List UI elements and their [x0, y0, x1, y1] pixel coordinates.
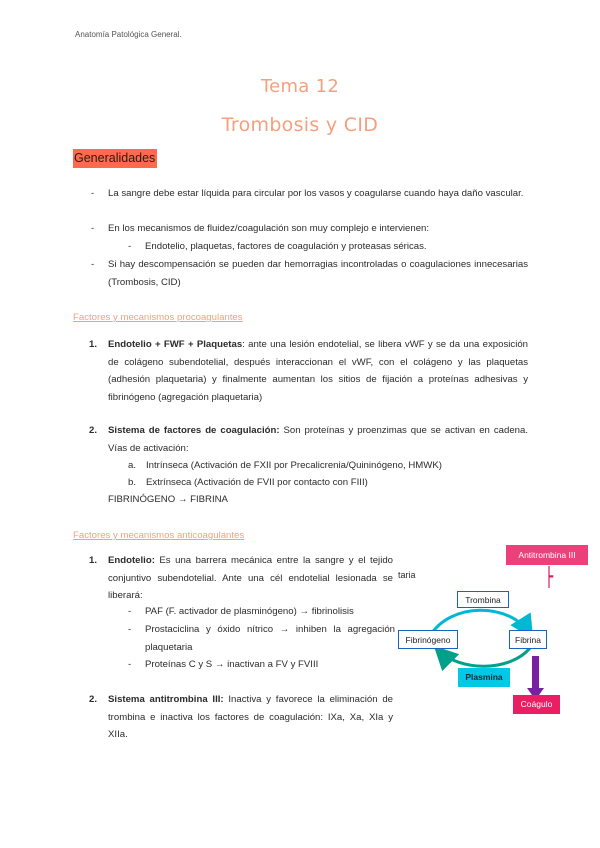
procoag-item1-title: Endotelio + FWF + Plaquetas [108, 339, 243, 350]
anticoag-item2-number: 2. [89, 694, 98, 705]
procoag-item1-number: 1. [89, 339, 98, 350]
title-subject: Trombosis y CID [221, 114, 379, 136]
coagulo-node: Coágulo [513, 695, 560, 714]
procoag-item1 [108, 336, 528, 406]
general-bullet-2: - En los mecanismos de fluidez/coagulación son muy complejo e intervienen: [108, 220, 528, 238]
antitrombina-node: Antitrombina III [506, 545, 588, 565]
general-bullet-1: - La sangre debe estar líquida para circular por los vasos y coagularse cuando haya daño vascular. [108, 185, 528, 203]
anticoag-item1-number: 1. [89, 555, 98, 566]
anticoag-item2-title: Sistema antitrombina III: [108, 694, 224, 705]
anticoag-heading: Factores y mecanismos anticoagulantes [73, 530, 245, 541]
procoag-result: FIBRINÓGENO → FIBRINA [108, 494, 228, 505]
procoag-item2 [108, 422, 528, 457]
procoag-item2-b: Extrínseca (Activación de FVII por contacto con FIII) [146, 477, 368, 488]
title-topic: Tema 12 [260, 76, 340, 97]
fibrinogeno-node: Fibrinógeno [398, 630, 458, 649]
procoag-item2-title: Sistema de factores de coagulación: [108, 425, 280, 436]
procoag-item2-a-letter: a. [128, 460, 137, 471]
trombina-node: Trombina [457, 591, 509, 608]
section-general-heading: Generalidades [73, 149, 157, 168]
general-bullet-3: - Si hay descompensación se pueden dar hemorragias incontroladas o coagulaciones innecesarias (Trombosis, CID) [108, 256, 528, 291]
procoag-item1-text: : ante una lesión endotelial, se libera vWF y se da una exposición de colágeno subendotelial, después interaccionan el vWF, con el colágeno y las plaquetas (adhesión plaquetaria) y finalmente aumentan los sitios de fijación a proteínas adhesivas y fibrinógeno (agregación plaquetaria) [108, 339, 528, 403]
fibrina-node: Fibrina [509, 630, 547, 649]
header-note: Anatomía Patológica General. [75, 30, 182, 39]
procoag-item2-number: 2. [89, 425, 98, 436]
procoag-item2-b-letter: b. [128, 477, 137, 488]
anticoag-sub-3: - Proteínas C y S → inactivan a FV y FVIII [145, 656, 395, 674]
anticoag-item2-text: Inactiva y favorece la eliminación de trombina e inactiva los factores de coagulación: IXa, Xa, XIa y XIIa. [108, 694, 394, 740]
procoag-item2-a: Intrínseca (Activación de FXII por Precalicrenia/Quininógeno, HMWK) [146, 460, 442, 471]
diagram-stray-text: taria [398, 570, 416, 580]
anticoag-item2 [108, 691, 393, 744]
anticoag-sub-1: - PAF (F. activador de plasminógeno) → fibrinolisis [145, 603, 395, 621]
anticoag-sub-2: - Prostaciclina y óxido nítrico → inhiben la agregación plaquetaria [145, 621, 395, 656]
anticoag-item1 [108, 552, 393, 605]
anticoag-item1-text: Es una barrera mecánica entre la sangre y el tejido conjuntivo subendotelial. Ante una cél endotelial lesionada se liberará: [108, 555, 393, 601]
plasmina-node: Plasmina [458, 668, 510, 687]
procoag-heading: Factores y mecanismos procoagulantes [73, 312, 243, 323]
inhibit-minus-sign: - [548, 565, 554, 585]
procoag-item2-text: Son proteínas y proenzimas que se activan en cadena. Vías de activación: [108, 425, 528, 454]
fibrinolysis-arrow [438, 648, 530, 666]
general-sub-bullet: - Endotelio, plaquetas, factores de coagulación y proteasas séricas. [145, 238, 525, 256]
anticoag-item1-title: Endotelio: [108, 555, 155, 566]
fibrin-to-clot-shaft [532, 656, 539, 690]
